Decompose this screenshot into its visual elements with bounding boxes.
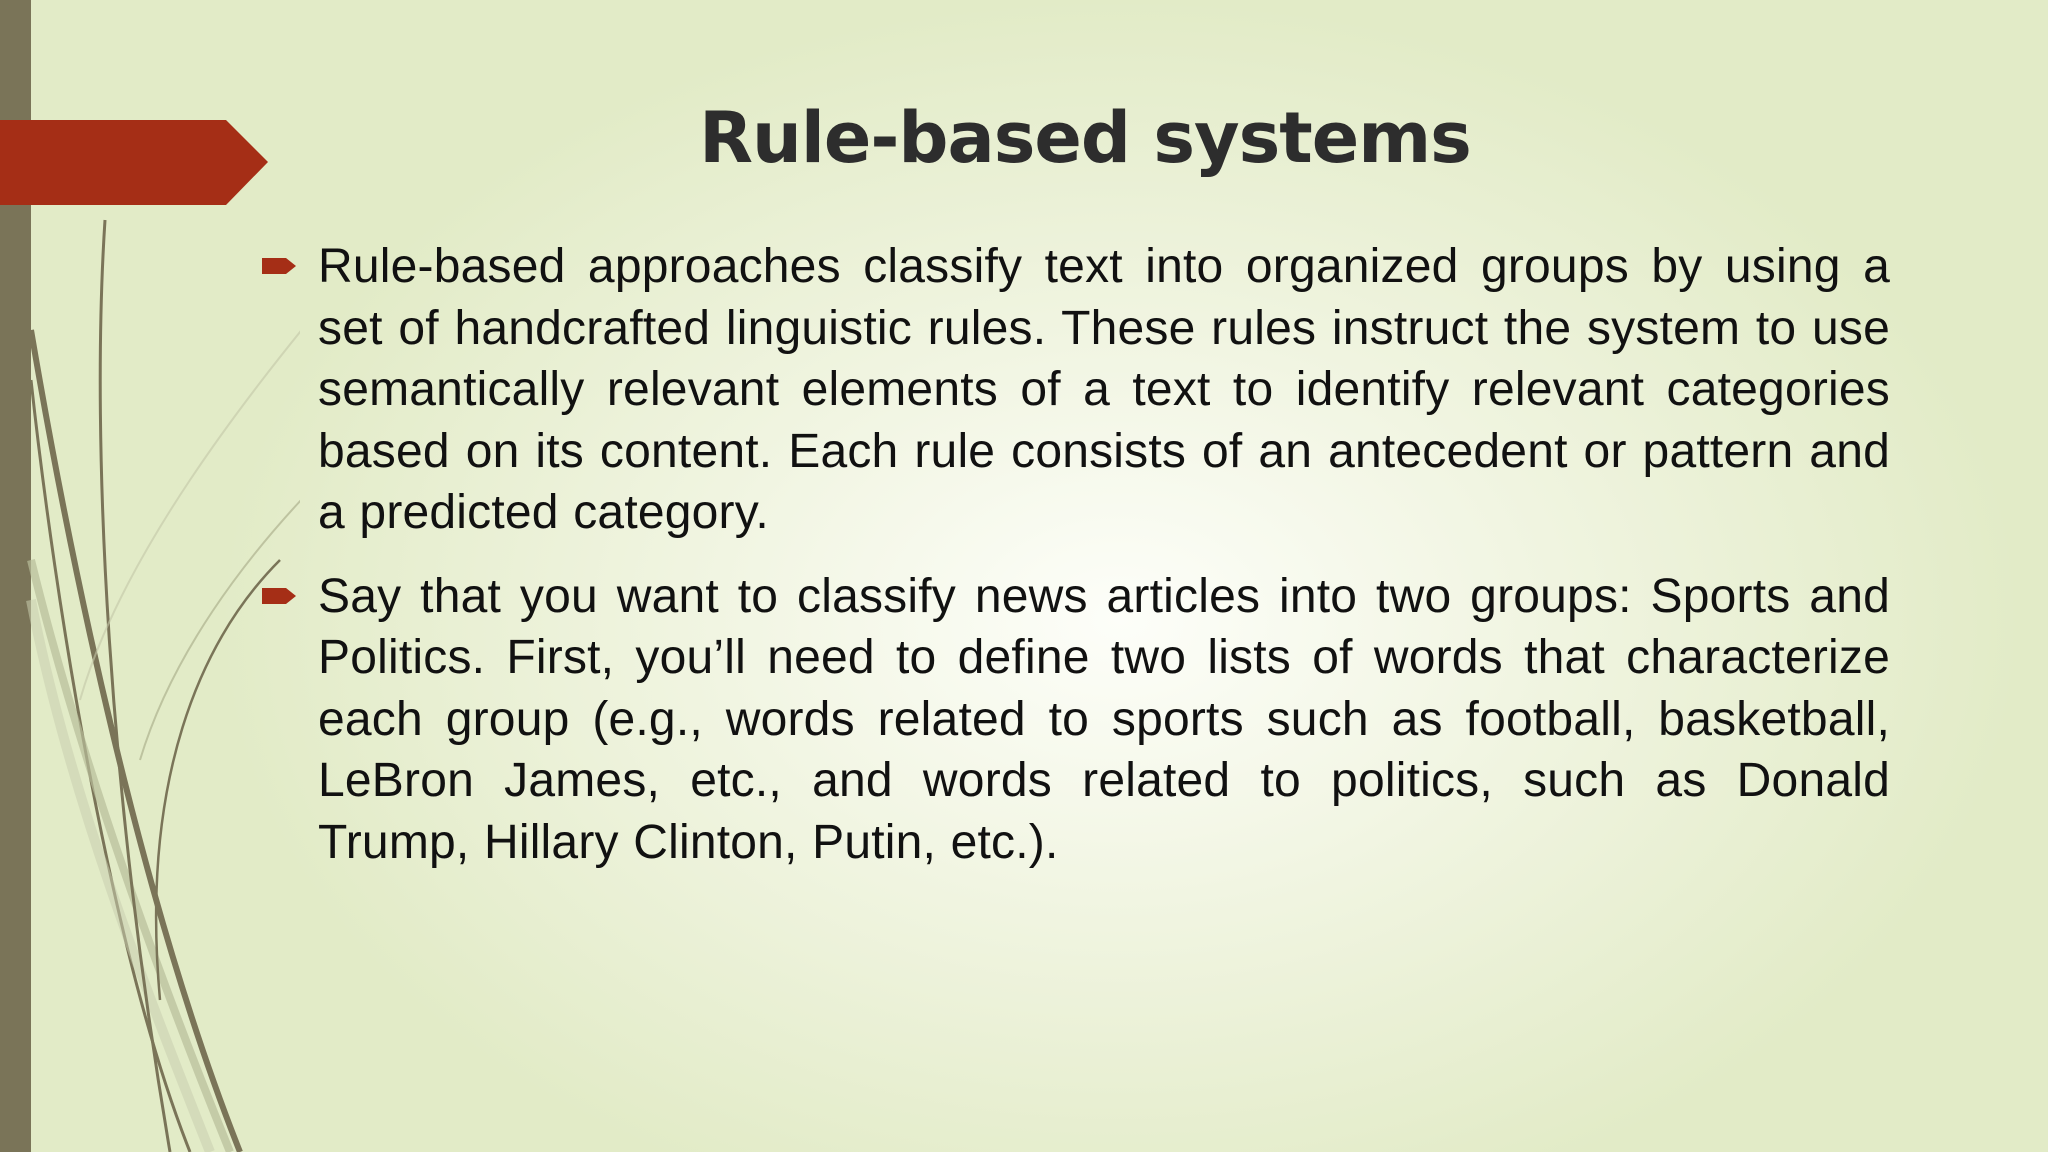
bullet-item: [258, 566, 1890, 874]
arrow-bullet-icon: [262, 584, 300, 608]
title-accent-tab: [0, 120, 268, 205]
bullet-text: Rule-based approaches classify text into organized groups by using a set of handcrafted linguistic rules. These rules instruct the system to use semantically relevant elements of a text to identify relevant categories based on its content. Each rule consists of an antecedent or pattern and a predicted category.: [318, 240, 1890, 539]
arrow-bullet-icon: [262, 254, 300, 278]
bullet-item: [258, 236, 1890, 544]
bullet-list: [258, 236, 1890, 895]
slide-title: Rule-based systems: [699, 97, 1471, 179]
bullet-text: Say that you want to classify news articles into two groups: Sports and Politics. First, you’ll need to define two lists of words that characterize each group (e.g., words related to sports such as football, basketball, LeBron James, etc., and words related to politics, such as Donald Trump, Hillary Clinton, Putin, etc.).: [318, 569, 1890, 869]
